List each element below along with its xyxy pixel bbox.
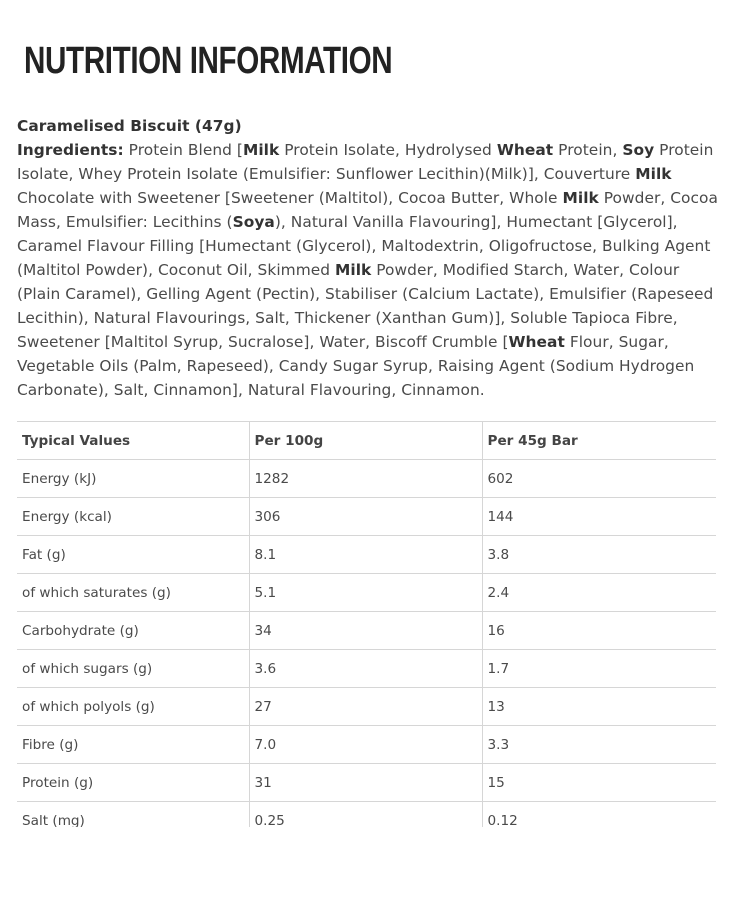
value-per-100g: 8.1 [249,536,482,574]
ingredients-segment: Powder, Modified Starch, Water, Colour (Plain Caramel), Gelling Agent (Pectin), Stabiliser (Calcium Lactate), Emulsifier (Rapeseed Lecithin), Natural Flavourings, Salt, Thickener (Xanthan Gum)], Soluble Tapioca Fibre, Sweetener [Maltitol Syrup, Sucralose], Water, Biscoff Crumble [ [17,261,714,351]
value-per-100g: 7.0 [249,726,482,764]
nutrient-name: Fibre (g) [17,726,249,764]
value-per-100g: 31 [249,764,482,802]
table-row [17,802,716,828]
ingredients-segment: Protein Isolate, Whey Protein Isolate (Emulsifier: Sunflower Lecithin)(Milk)], Couverture [17,141,714,183]
table-row [17,688,716,726]
table-row [17,536,716,574]
nutrient-name: Carbohydrate (g) [17,612,249,650]
value-per-bar: 13 [482,688,716,726]
nutrient-name: Energy (kJ) [17,460,249,498]
value-per-bar: 1.7 [482,650,716,688]
value-per-100g: 27 [249,688,482,726]
table-row [17,650,716,688]
table-body [17,460,716,828]
allergen-highlight: Milk [335,261,372,279]
nutrient-name: Fat (g) [17,536,249,574]
value-per-bar: 144 [482,498,716,536]
ingredients-segment: Chocolate with Sweetener [Sweetener (Maltitol), Cocoa Butter, Whole [17,189,563,207]
product-description [17,114,727,402]
value-per-100g: 3.6 [249,650,482,688]
allergen-highlight: Soya [232,213,275,231]
column-header-per-bar: Per 45g Bar [482,422,716,460]
value-per-bar: 15 [482,764,716,802]
table-row [17,764,716,802]
ingredients-segment: Protein Blend [ [123,141,243,159]
product-name-line [17,114,727,138]
value-per-bar: 3.3 [482,726,716,764]
nutrient-name: Energy (kcal) [17,498,249,536]
value-per-100g: 1282 [249,460,482,498]
page-title: NUTRITION INFORMATION [24,40,393,82]
product-name: Caramelised Biscuit (47g) [17,117,242,135]
nutrient-name: Salt (mg) [17,802,249,828]
table-row [17,574,716,612]
value-per-100g: 5.1 [249,574,482,612]
table-row [17,726,716,764]
nutrition-table-container [17,421,716,827]
ingredients-segment: Protein, [553,141,623,159]
nutrition-table [17,421,716,827]
ingredients-segment: Powder, Cocoa Mass, Emulsifier: Lecithins ( [17,189,718,231]
value-per-100g: 0.25 [249,802,482,828]
ingredients-segment: Flour, Sugar, Vegetable Oils (Palm, Rapeseed), Candy Sugar Syrup, Raising Agent (Sodium Hydrogen Carbonate), Salt, Cinnamon], Natural Flavouring, Cinnamon. [17,333,695,399]
allergen-highlight: Soy [622,141,655,159]
ingredients-label: Ingredients: [17,141,124,159]
table-row [17,460,716,498]
allergen-highlight: Milk [242,141,280,159]
column-header-typical-values: Typical Values [17,422,249,460]
value-per-bar: 2.4 [482,574,716,612]
table-header-row [17,422,716,460]
allergen-highlight: Milk [562,189,599,207]
table-row [17,498,716,536]
value-per-bar: 0.12 [482,802,716,828]
ingredients-segment: Protein Isolate, Hydrolysed [279,141,497,159]
value-per-100g: 34 [249,612,482,650]
value-per-100g: 306 [249,498,482,536]
nutrient-name: of which polyols (g) [17,688,249,726]
table-row [17,612,716,650]
allergen-highlight: Wheat [496,141,554,159]
allergen-highlight: Wheat [508,333,565,351]
ingredients-segment: ), Natural Vanilla Flavouring], Humectant [Glycerol], Caramel Flavour Filling [Humectant (Glycerol), Maltodextrin, Oligofructose, Bulking Agent (Maltitol Powder), Coconut Oil, Skimmed [17,213,711,279]
nutrient-name: of which sugars (g) [17,650,249,688]
value-per-bar: 602 [482,460,716,498]
value-per-bar: 3.8 [482,536,716,574]
ingredients-text [17,138,727,402]
allergen-highlight: Milk [635,165,672,183]
nutrient-name: Protein (g) [17,764,249,802]
column-header-per-100g: Per 100g [249,422,482,460]
nutrient-name: of which saturates (g) [17,574,249,612]
value-per-bar: 16 [482,612,716,650]
